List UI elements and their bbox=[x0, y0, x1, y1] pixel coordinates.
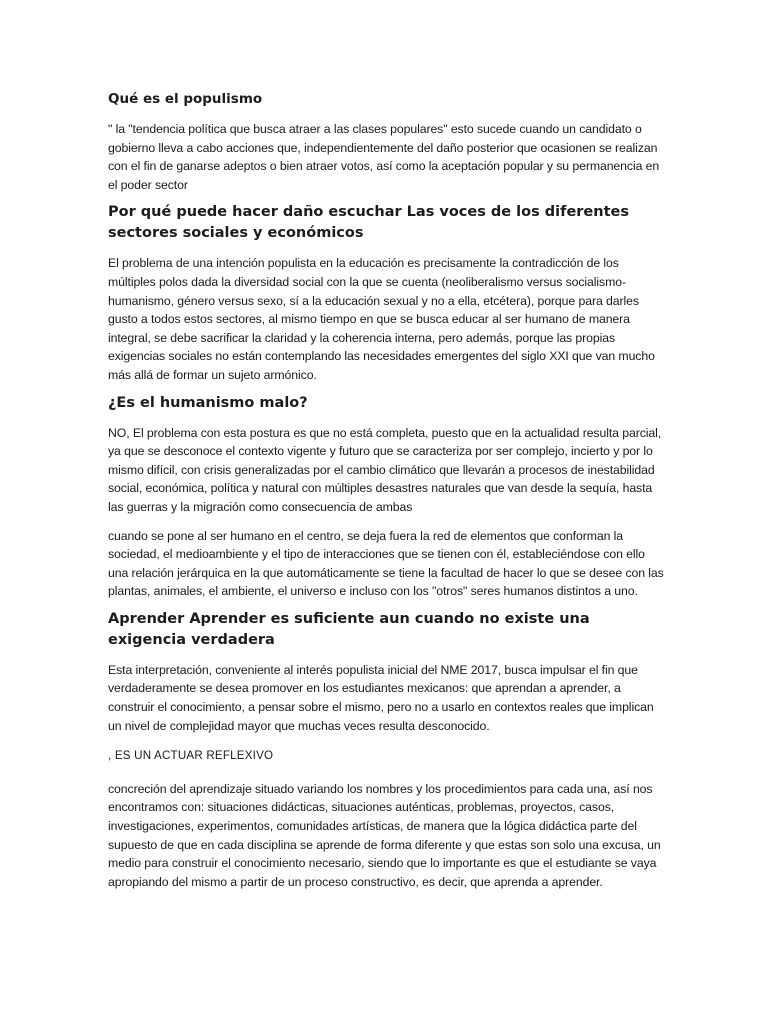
document-page bbox=[108, 88, 664, 891]
paragraph-nme-2017: Esta interpretación, conveniente al interés populista inicial del NME 2017, busca impulsar el fin que verdaderamente se desea promover en los estudiantes mexicanos: que aprendan a aprender, a construir el conocimiento, a pensar sobre el mismo, pero no a usarlo en contextos reales que implican un nivel de complejidad mayor que muchas veces resulta desconocido. bbox=[108, 662, 654, 733]
heading-humanismo-malo: ¿Es el humanismo malo? bbox=[108, 394, 308, 411]
heading-que-es-el-populismo: Qué es el populismo bbox=[108, 91, 263, 107]
heading-aprender-aprender: Aprender Aprender es suficiente aun cuando no existe una exigencia verdadera bbox=[108, 610, 590, 648]
heading-voces-sectores: Por qué puede hacer daño escuchar Las voces de los diferentes sectores sociales y económicos bbox=[108, 204, 629, 242]
paragraph-postura-incompleta: NO, El problema con esta postura es que no está completa, puesto que en la actualidad resulta parcial, ya que se desconoce el contexto vigente y futuro que se caracteriza por ser complejo, incierto y por lo mismo difícil, con crisis generalizadas por el cambio climático que llevarán a procesos de inestabilidad social, económica, política y natural con múltiples desastres naturales que van desde la sequía, hasta las guerras y la migración como consecuencia de ambas bbox=[108, 425, 662, 514]
paragraph-actuar-reflexivo: , ES UN ACTUAR REFLEXIVO bbox=[108, 749, 274, 763]
paragraph-aprendizaje-situado: concreción del aprendizaje situado variando los nombres y los procedimientos para cada una, así nos encontramos con: situaciones didácticas, situaciones auténticas, problemas, proyectos, casos, investigaciones, experimentos, comunidades artísticas, de manera que la lógica didáctica parte del supuesto de que en cada disciplina se aprende de forma diferente y que estas son solo una excusa, un medio para construir el conocimiento necesario, siendo que lo importante es que el estudiante se vaya apropiando del mismo a partir de un proceso constructivo, es decir, que aprenda a aprender. bbox=[108, 781, 661, 889]
paragraph-populismo-definicion: " la "tendencia política que busca atraer a las clases populares" esto sucede cuando un candidato o gobierno lleva a cabo acciones que, independientemente del daño posterior que ocasionen se realizan con el fin de ganarse adeptos o bien atraer votos, así como la aceptación popular y su permanencia en el poder sector bbox=[108, 122, 660, 192]
paragraph-ser-humano-centro: cuando se pone al ser humano en el centro, se deja fuera la red de elementos que conforman la sociedad, el medioambiente y el tipo de interacciones que se tienen con él, estableciéndose con ello una relación jerárquica en la que automáticamente se tiene la facultad de hacer lo que se desee con las plantas, animales, el ambiente, el universo e incluso con los "otros" seres humanos distintos a uno. bbox=[108, 528, 664, 599]
paragraph-intencion-populista: El problema de una intención populista en la educación es precisamente la contradicción de los múltiples polos dada la diversidad social con la que se cuenta (neoliberalismo versus socialismo-humanismo, género versus sexo, sí a la educación sexual y no a ella, etcétera), porque para darles gusto a todos estos sectores, al mismo tiempo en que se busca educar al ser humano de manera integral, se debe sacrificar la claridad y la coherencia interna, pero además, porque las propias exigencias sociales no están contemplando las necesidades emergentes del siglo XXI que van mucho más allá de formar un sujeto armónico. bbox=[108, 256, 655, 382]
